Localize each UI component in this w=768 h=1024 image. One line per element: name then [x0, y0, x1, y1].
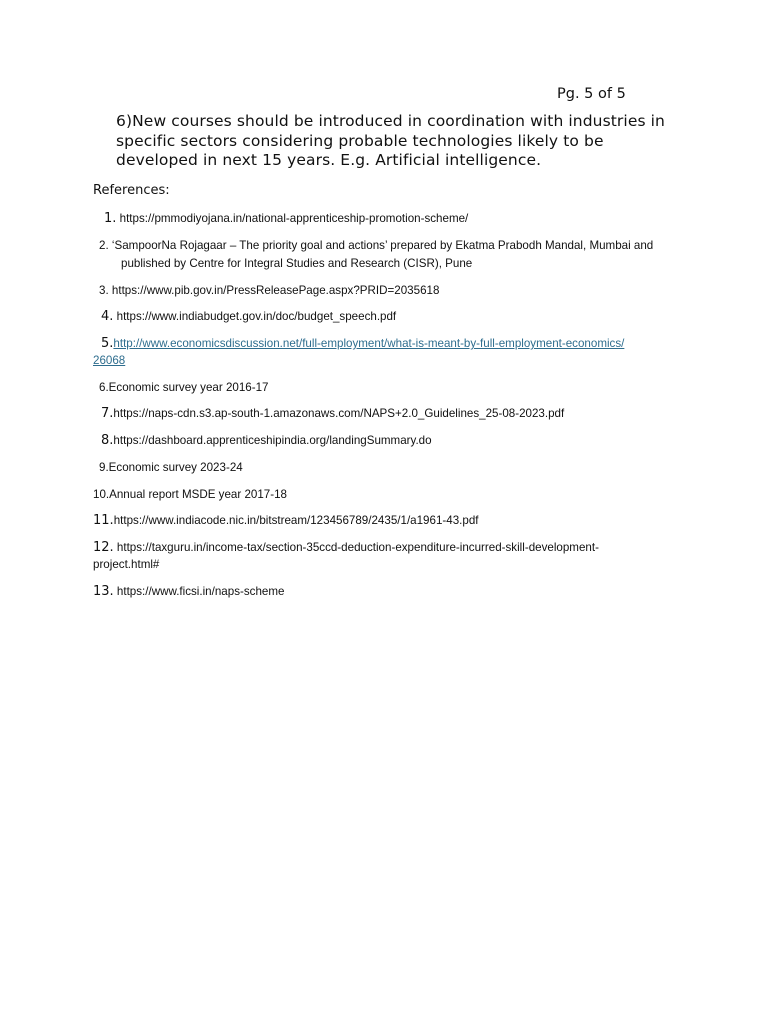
reference-item: [93, 512, 479, 529]
reference-number: 2.: [99, 239, 109, 252]
reference-text[interactable]: https://www.indiacode.nic.in/bitstream/123456789/2435/1/a1961-43.pdf: [113, 514, 479, 527]
reference-text[interactable]: https://taxguru.in/income-tax/section-35ccd-deduction-expenditure-incurred-skill-development-: [116, 541, 599, 554]
reference-text[interactable]: https://www.indiabudget.gov.in/doc/budget_speech.pdf: [116, 310, 397, 323]
reference-number: 4.: [101, 309, 114, 324]
reference-number: 9.: [99, 461, 109, 474]
reference-number: 6.: [99, 381, 109, 394]
reference-item: [93, 486, 287, 503]
reference-number: 8.: [101, 433, 114, 448]
reference-number: 11.: [93, 513, 114, 528]
reference-item: [101, 432, 432, 449]
page-number: Pg. 5 of 5: [557, 86, 626, 102]
reference-number: 10.: [93, 488, 110, 501]
reference-number: 13.: [93, 584, 114, 599]
reference-item: [101, 335, 624, 352]
reference-link[interactable]: http://www.economicsdiscussion.net/full-employment/what-is-meant-by-full-employment-economics/: [113, 337, 625, 350]
reference-link-continued[interactable]: 26068: [93, 354, 126, 367]
reference-text-continued: published by Centre for Integral Studies and Research (CISR), Pune: [121, 257, 473, 270]
reference-number: 3.: [99, 284, 109, 297]
reference-number: 7.: [101, 406, 114, 421]
reference-number: 12.: [93, 540, 114, 555]
reference-text: Economic survey 2023-24: [108, 461, 243, 474]
body-paragraph: 6)New courses should be introduced in coordination with industries in specific sectors considering probable technologies likely to be developed in next 15 years. E.g. Artificial intelligence.: [116, 112, 665, 169]
reference-item: [99, 282, 439, 299]
reference-item: [93, 583, 284, 600]
reference-item: [99, 459, 243, 476]
reference-item: [93, 539, 599, 556]
reference-item: [101, 308, 396, 325]
references-heading: References:: [93, 183, 170, 198]
reference-item: [99, 379, 269, 396]
reference-text-continued[interactable]: project.html#: [93, 558, 160, 571]
reference-text[interactable]: https://naps-cdn.s3.ap-south-1.amazonaws.com/NAPS+2.0_Guidelines_25-08-2023.pdf: [113, 407, 565, 420]
reference-text[interactable]: https://www.pib.gov.in/PressReleasePage.aspx?PRID=2035618: [111, 284, 440, 297]
reference-text: ‘SampoorNa Rojagaar – The priority goal and actions’ prepared by Ekatma Prabodh Mandal, Mumbai and: [111, 239, 654, 252]
reference-number: 5.: [101, 336, 114, 351]
reference-item: [104, 210, 468, 227]
reference-number: 1.: [104, 211, 117, 226]
reference-item: [101, 405, 564, 422]
reference-item: [99, 237, 653, 254]
reference-text: Annual report MSDE year 2017-18: [109, 488, 287, 501]
reference-text[interactable]: https://dashboard.apprenticeshipindia.org/landingSummary.do: [113, 434, 432, 447]
reference-text[interactable]: https://pmmodiyojana.in/national-apprenticeship-promotion-scheme/: [119, 212, 469, 225]
reference-text: Economic survey year 2016-17: [108, 381, 269, 394]
reference-text[interactable]: https://www.ficsi.in/naps-scheme: [116, 585, 285, 598]
